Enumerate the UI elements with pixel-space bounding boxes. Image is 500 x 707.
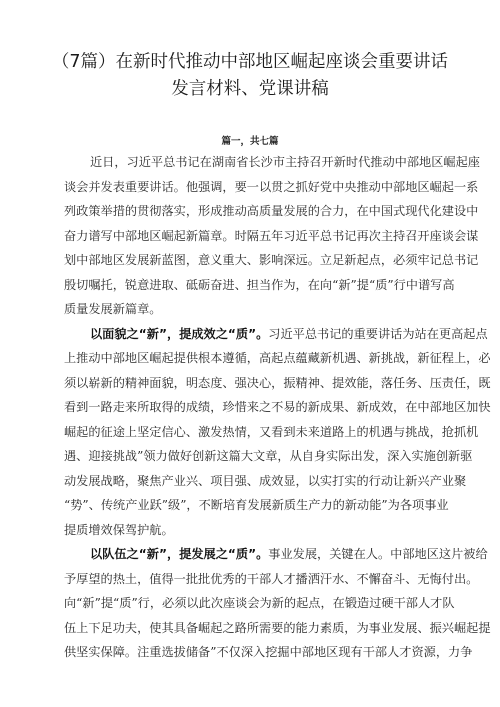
paragraph-2-line: 动发展战略，聚焦产业兴、项目强、成效显，以实打实的行动让新兴产业聚 (64, 474, 467, 488)
paragraph-3-lead: 以队伍之“新”，提发展之“质”。 (90, 547, 269, 561)
paragraph-1-line: 殷切嘱托，锐意进取、砥砺奋进、担当作为，在向“新”提“质”行中谱写高 (64, 278, 455, 292)
paragraph-3-line: 供坚实保障。注重选拔储备”不仅深入挖掘中部地区现有干部人才资源，力争 (64, 645, 473, 659)
paragraph-1-line: 奋力谱写中部地区崛起新篇章。时隔五年习近平总书记再次主持召开座谈会谋 (64, 229, 479, 243)
paragraph-1-line: 近日，习近平总书记在湖南省长沙市主持召开新时代推动中部地区崛起座 (90, 155, 480, 169)
paragraph-2-line: “势”、传统产业跃”级”，不断培育发展新质生产力的新动能”为各项事业 (64, 498, 449, 512)
paragraph-2-line: 上推动中部地区崛起提供根本遵循，高起点蕴藏新机遇、新挑战，新征程上，必 (64, 351, 491, 365)
paragraph-3-line: 伍上下足功夫，使其具备崛起之路所需要的能力素质，为事业发展、振兴崛起提 (64, 621, 491, 635)
paragraph-3-line: 向“新”提“质”行，必须以此次座谈会为新的起点，在锻造过硬干部人才队 (64, 596, 455, 610)
paragraph-2-line: 崛起的征途上坚定信心、激发热情，又看到未来道路上的机遇与挑战，抢抓机 (64, 425, 479, 439)
document-title-line-1: （7篇）在新时代推动中部地区崛起座谈会重要讲话 (51, 52, 449, 72)
paragraph-2-line: 提质增效保驾护航。 (64, 523, 174, 537)
paragraph-2-line: 习近平总书记的重要讲话为站在更高起点 (268, 327, 488, 341)
paragraph-3-line: 予厚望的热土，值得一批批优秀的干部人才播洒汗水、不懈奋斗、无悔付出。 (64, 572, 479, 586)
document-title-line-2: 发言材料、党课讲稿 (171, 79, 329, 99)
paragraph-1-line: 谈会并发表重要讲话。他强调，要一以贯之抓好党中央推动中部地区崛起一系 (64, 180, 479, 194)
paragraph-1-line: 列政策举措的贯彻落实，形成推动高质量发展的合力，在中国式现代化建设中 (64, 204, 479, 218)
paragraph-2-line: 看到一路走来所取得的成绩，珍惜来之不易的新成果、新成效，在中部地区加快 (64, 400, 491, 414)
paragraph-2-first-line (90, 325, 488, 343)
paragraph-3-first-line (90, 545, 488, 563)
section-subheading: 篇一，共七篇 (221, 136, 279, 147)
paragraph-1-line: 质量发展新篇章。 (64, 302, 162, 316)
paragraph-1-line: 划中部地区发展新蓝图，意义重大、影响深远。立足新起点，必须牢记总书记 (64, 253, 479, 267)
paragraph-2-lead: 以面貌之“新”，提成效之“质”。 (90, 327, 269, 341)
paragraph-2-line: 遇、迎接挑战”领力做好创新这篇大文章，从自身实际出发，深入实施创新驱 (64, 449, 473, 463)
paragraph-3-line: 事业发展，关键在人。中部地区这片被给 (268, 547, 488, 561)
paragraph-2-line: 须以崭新的精神面貌，明态度、强决心，振精神、提效能，落任务、压责任，既 (64, 376, 491, 390)
